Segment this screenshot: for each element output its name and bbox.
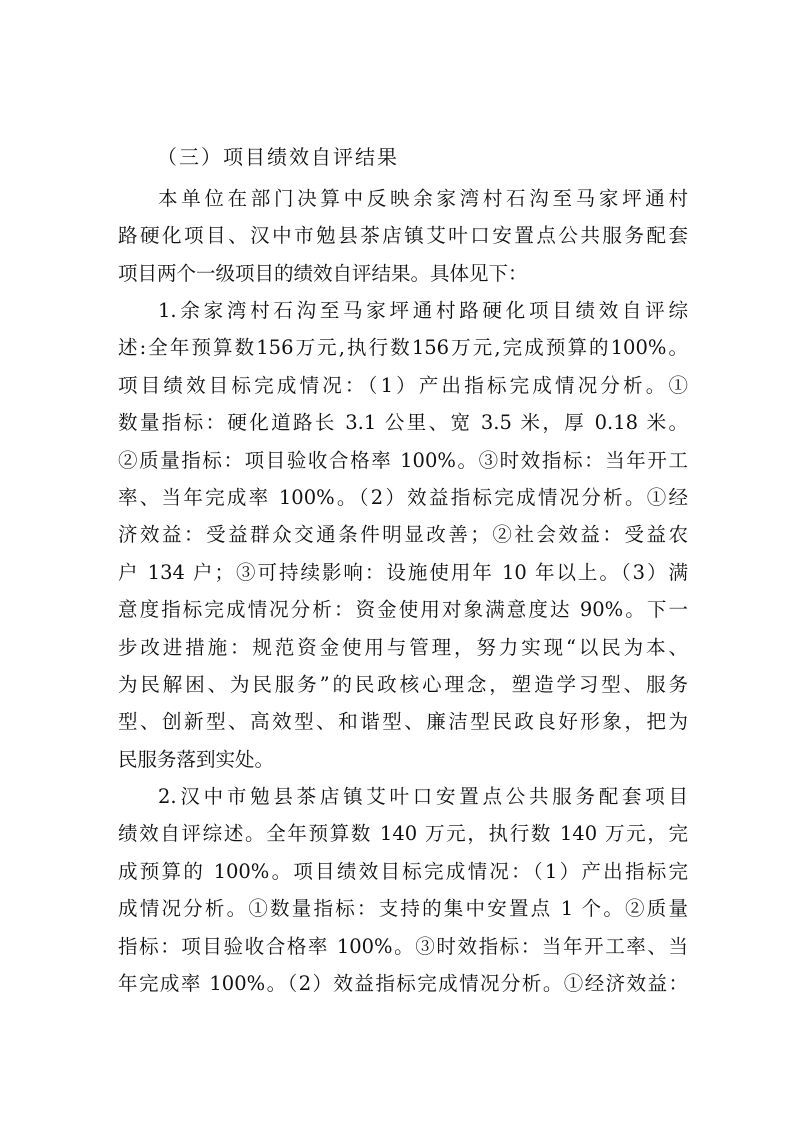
text-line: 成情况分析。①数量指标：支持的集中安置点 1 个。②质量 [118, 897, 688, 921]
text-line: 年完成率 100%。（2）效益指标完成情况分析。①经济效益： [118, 971, 688, 995]
text-line: 1.余家湾村石沟至马家坪通村路硬化项目绩效自评综 [158, 299, 688, 322]
text-line: 民服务落到实处。 [118, 747, 275, 771]
text-line: 意度指标完成情况分析：资金使用对象满意度达 90%。下一 [118, 598, 688, 622]
text-line: 绩效自评综述。全年预算数 140 万元，执行数 140 万元，完 [118, 822, 688, 846]
text-line: 述:全年预算数156万元,执行数156万元,完成预算的100%。 [118, 336, 688, 360]
text-line: 项目两个一级项目的绩效自评结果。具体见下： [118, 261, 528, 285]
text-line: 路硬化项目、汉中市勉县茶店镇艾叶口安置点公共服务配套 [118, 224, 688, 248]
text-line: 本单位在部门决算中反映余家湾村石沟至马家坪通村 [158, 187, 688, 210]
paragraph-intro [118, 180, 688, 292]
paragraph-project-1 [118, 292, 688, 778]
text-line: ②质量指标：项目验收合格率 100%。③时效指标：当年开工 [118, 448, 688, 472]
text-line: 指标：项目验收合格率 100%。③时效指标：当年开工率、当 [118, 934, 688, 958]
text-line: 型、创新型、高效型、和谐型、廉洁型民政良好形象，把为 [118, 710, 688, 734]
text-line: 数量指标：硬化道路长 3.1 公里、宽 3.5 米，厚 0.18 米。 [118, 411, 688, 435]
text-line: 济效益：受益群众交通条件明显改善；②社会效益：受益农 [118, 523, 688, 547]
section-heading: （三）项目绩效自评结果 [157, 145, 399, 169]
paragraph-project-2 [118, 778, 688, 1002]
text-line: 成预算的 100%。项目绩效目标完成情况：（1）产出指标完 [118, 859, 688, 883]
text-line: 步改进措施：规范资金使用与管理，努力实现“以民为本、 [118, 635, 688, 659]
text-line: 为民解困、为民服务”的民政核心理念，塑造学习型、服务 [118, 672, 688, 696]
text-line: 率、当年完成率 100%。（2）效益指标完成情况分析。①经 [118, 485, 688, 509]
text-line: 项目绩效目标完成情况：（1）产出指标完成情况分析。① [118, 373, 688, 397]
text-line: 户 134 户；③可持续影响：设施使用年 10 年以上。（3）满 [118, 560, 688, 584]
text-line: 2.汉中市勉县茶店镇艾叶口安置点公共服务配套项目 [158, 785, 688, 808]
